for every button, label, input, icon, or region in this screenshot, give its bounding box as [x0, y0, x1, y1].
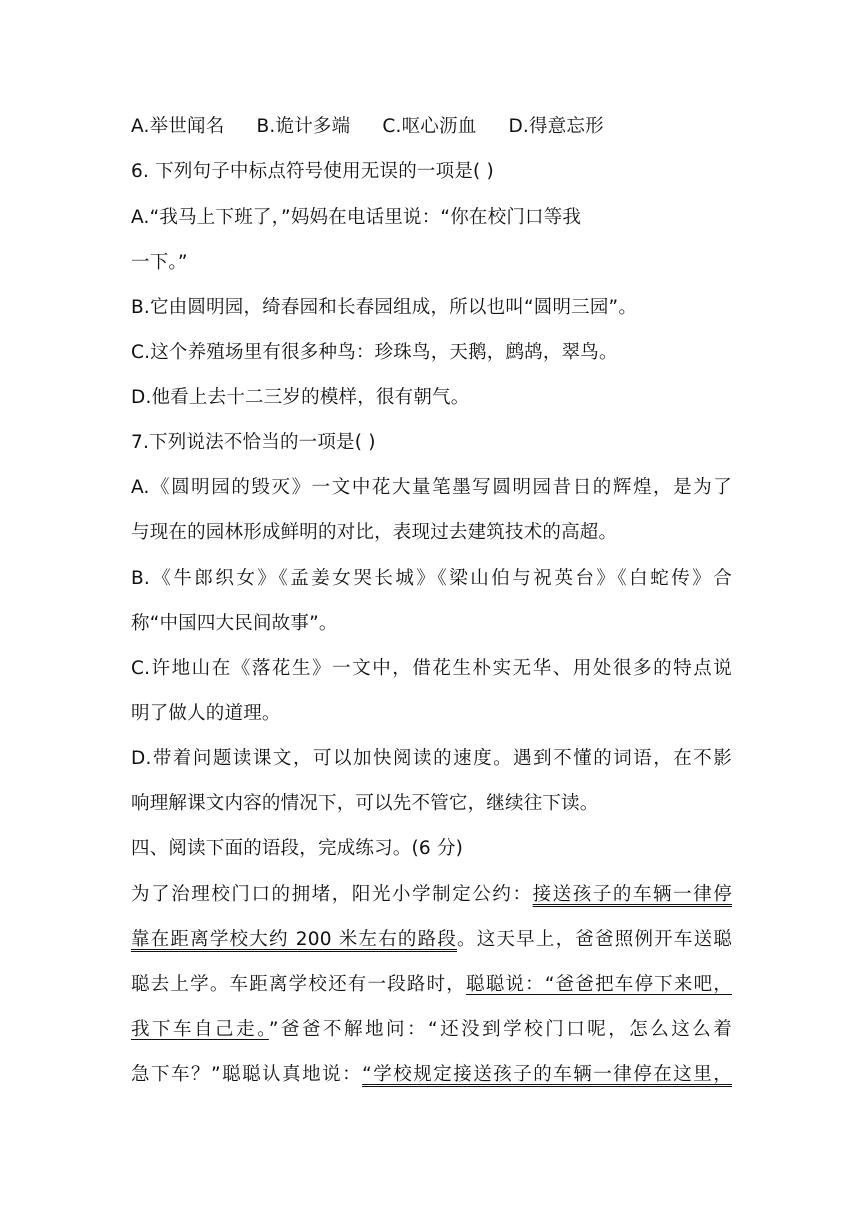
- double-underlined-text: “学校规定接送孩子的车辆一律停在这里，: [362, 1064, 732, 1085]
- q6-option-a-line1: A.“我马上下班了，”妈妈在电话里说：“你在校门口等我: [131, 207, 582, 228]
- passage-text: 聪去上学。车距离学校还有一段路时，: [131, 974, 467, 995]
- passage-text: 为了治理校门口的拥堵，阳光小学制定公约：: [131, 884, 533, 905]
- double-underlined-text: 接送孩子的车辆一律停: [532, 884, 732, 905]
- q6-option-a-line2: 一下。”: [131, 252, 188, 273]
- q7-stem: 7.下列说法不恰当的一项是( ): [131, 432, 376, 453]
- passage-line-2: [131, 928, 732, 952]
- q6-option-b: B.它由圆明园，绮春园和长春园组成，所以也叫“圆明三园”。: [131, 297, 638, 318]
- q7-option-b-line2: 称“中国四大民间故事”。: [131, 613, 338, 634]
- q5-option-a: A.举世闻名: [131, 116, 225, 137]
- q7-option-d-line2: 响理解课文内容的情况下，可以先不管它，继续往下读。: [131, 793, 599, 814]
- q6-option-c: C.这个养殖场里有很多种鸟：珍珠鸟，天鹅，鹧鸪，翠鸟。: [131, 342, 618, 363]
- q6-option-d: D.他看上去十二三岁的模样，很有朝气。: [131, 387, 470, 408]
- q7-option-c-line1: C.许地山在《落花生》一文中，借花生朴实无华、用处很多的特点说: [131, 658, 732, 679]
- passage-line-3: [131, 973, 732, 997]
- q7-option-d-line1: D.带着问题读课文，可以加快阅读的速度。遇到不懂的词语，在不影: [131, 748, 732, 769]
- q7-option-a-line2: 与现在的园林形成鲜明的对比，表现过去建筑技术的高超。: [131, 522, 618, 543]
- passage-line-5: [131, 1063, 732, 1087]
- underlined-text: 聪聪说：“爸爸把车停下来吧，: [466, 974, 733, 995]
- double-underlined-text: 靠在距离学校大约 200 米左右的路段: [131, 929, 458, 950]
- passage-text: 。这天早上，爸爸照例开车送聪: [457, 929, 732, 950]
- q6-stem: 6. 下列句子中标点符号使用无误的一项是( ): [131, 161, 494, 182]
- passage-line-1: [131, 883, 732, 907]
- section-4-heading: 四、阅读下面的语段，完成练习。(6 分): [131, 838, 464, 859]
- q7-option-a-line1: A.《圆明园的毁灭》一文中花大量笔墨写圆明园昔日的辉煌，是为了: [131, 477, 732, 498]
- q5-options: [131, 115, 732, 139]
- passage-text: 急下车？”聪聪认真地说：: [131, 1064, 363, 1085]
- passage-text: ”爸爸不解地问：“还没到学校门口呢，怎么这么着: [268, 1019, 732, 1040]
- q7-option-c-line2: 明了做人的道理。: [131, 703, 281, 724]
- q7-option-b-line1: B.《牛郎织女》《孟姜女哭长城》《梁山伯与祝英台》《白蛇传》合: [131, 568, 732, 589]
- q5-option-b: B.诡计多端: [256, 116, 351, 137]
- underlined-text: 我下车自己走。: [131, 1019, 269, 1040]
- q5-option-c: C.呕心沥血: [382, 116, 477, 137]
- passage-line-4: [131, 1018, 732, 1042]
- q5-option-d: D.得意忘形: [508, 116, 604, 137]
